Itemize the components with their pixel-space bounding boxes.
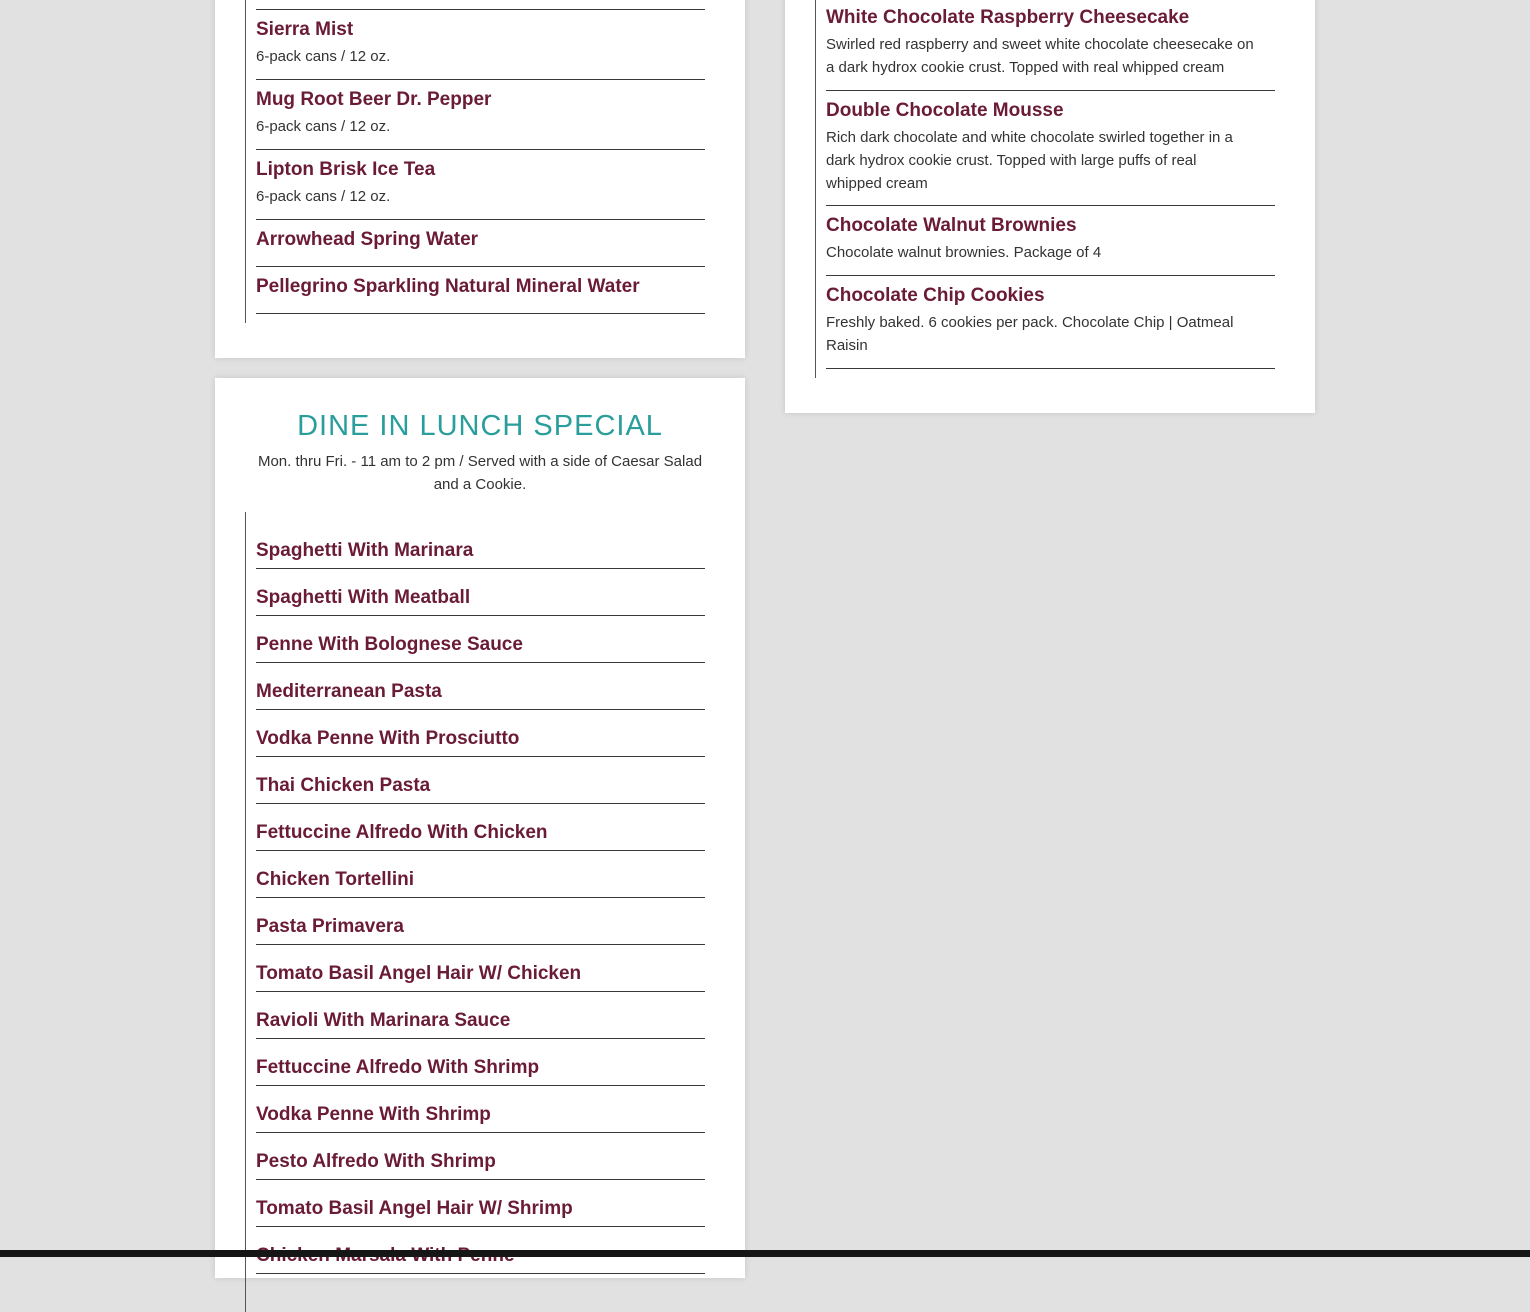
menu-item[interactable] <box>256 663 705 710</box>
menu-item[interactable] <box>256 522 705 569</box>
item-name: Thai Chicken Pasta <box>256 775 431 796</box>
item-description: Freshly baked. 6 cookies per pack. Chocolate Chip | Oatmeal Raisin <box>826 314 1234 354</box>
item-name: Pellegrino Sparkling Natural Mineral Water <box>256 276 640 297</box>
item-name: Double Chocolate Mousse <box>826 100 1064 121</box>
item-name: Mug Root Beer Dr. Pepper <box>256 89 492 110</box>
item-name: Vodka Penne With Prosciutto <box>256 728 520 749</box>
menu-item[interactable] <box>256 757 705 804</box>
bottom-bar <box>0 1250 1530 1257</box>
lunch-special-section <box>215 378 745 1278</box>
item-description: 6-pack cans / 12 oz. <box>256 48 391 65</box>
item-name: White Chocolate Raspberry Cheesecake <box>826 7 1190 28</box>
item-description: Chocolate walnut brownies. Package of 4 <box>826 244 1102 261</box>
menu-item[interactable] <box>256 851 705 898</box>
menu-item[interactable] <box>826 276 1275 369</box>
section-subtitle: Mon. thru Fri. - 11 am to 2 pm / Served with a side of Caesar Salad and a Cookie. <box>257 453 703 493</box>
desserts-section <box>785 0 1315 413</box>
item-name: Ravioli With Marinara Sauce <box>256 1010 511 1031</box>
item-description: 6-pack cans / 12 oz. <box>256 188 391 205</box>
beverages-section <box>215 0 745 358</box>
menu-item[interactable] <box>256 945 705 992</box>
item-name: Pasta Primavera <box>256 916 404 937</box>
menu-item[interactable] <box>256 569 705 616</box>
item-name: Chocolate Walnut Brownies <box>826 215 1077 236</box>
item-name: Spaghetti With Meatball <box>256 587 471 608</box>
menu-item[interactable] <box>256 616 705 663</box>
menu-item[interactable] <box>256 267 705 314</box>
menu-item[interactable] <box>256 1133 705 1180</box>
menu-item[interactable] <box>256 992 705 1039</box>
menu-item[interactable] <box>826 0 1275 91</box>
item-name: Lipton Brisk Ice Tea <box>256 159 436 180</box>
menu-item[interactable] <box>256 1039 705 1086</box>
item-description: Swirled red raspberry and sweet white chocolate cheesecake on a dark hydrox cookie crust. Topped with real whipped cream <box>826 36 1254 76</box>
menu-item[interactable] <box>256 1180 705 1227</box>
item-name: Spaghetti With Marinara <box>256 540 474 561</box>
menu-item[interactable] <box>826 206 1275 276</box>
desserts-item-list <box>815 0 1275 378</box>
item-name: Pesto Alfredo With Shrimp <box>256 1151 496 1172</box>
item-name: Sierra Mist <box>256 19 354 40</box>
item-name: Fettuccine Alfredo With Chicken <box>256 822 548 843</box>
item-description: 6-pack cans / 12 oz. <box>256 118 391 135</box>
menu-item[interactable] <box>256 898 705 945</box>
menu-item[interactable] <box>256 710 705 757</box>
item-name: Tomato Basil Angel Hair W/ Chicken <box>256 963 582 984</box>
menu-item[interactable] <box>256 220 705 267</box>
menu-item[interactable] <box>826 91 1275 206</box>
item-description: Rich dark chocolate and white chocolate swirled together in a dark hydrox cookie crust. Topped with large puffs of real whipped cream <box>826 129 1233 192</box>
item-name: Arrowhead Spring Water <box>256 229 479 250</box>
menu-item[interactable] <box>256 10 705 80</box>
item-name: Vodka Penne With Shrimp <box>256 1104 491 1125</box>
item-name: Chicken Tortellini <box>256 869 415 890</box>
item-name: Chocolate Chip Cookies <box>826 285 1045 306</box>
item-name: Mediterranean Pasta <box>256 681 442 702</box>
section-title: DINE IN LUNCH SPECIAL <box>297 410 663 442</box>
menu-item[interactable] <box>256 1086 705 1133</box>
item-name: Penne With Bolognese Sauce <box>256 634 523 655</box>
item-name: Tomato Basil Angel Hair W/ Shrimp <box>256 1198 573 1219</box>
item-name: Fettuccine Alfredo With Shrimp <box>256 1057 540 1078</box>
menu-item[interactable] <box>256 150 705 220</box>
beverages-item-list <box>245 0 705 323</box>
menu-item[interactable] <box>256 804 705 851</box>
lunch-item-list <box>245 512 705 1312</box>
menu-item[interactable] <box>256 80 705 150</box>
